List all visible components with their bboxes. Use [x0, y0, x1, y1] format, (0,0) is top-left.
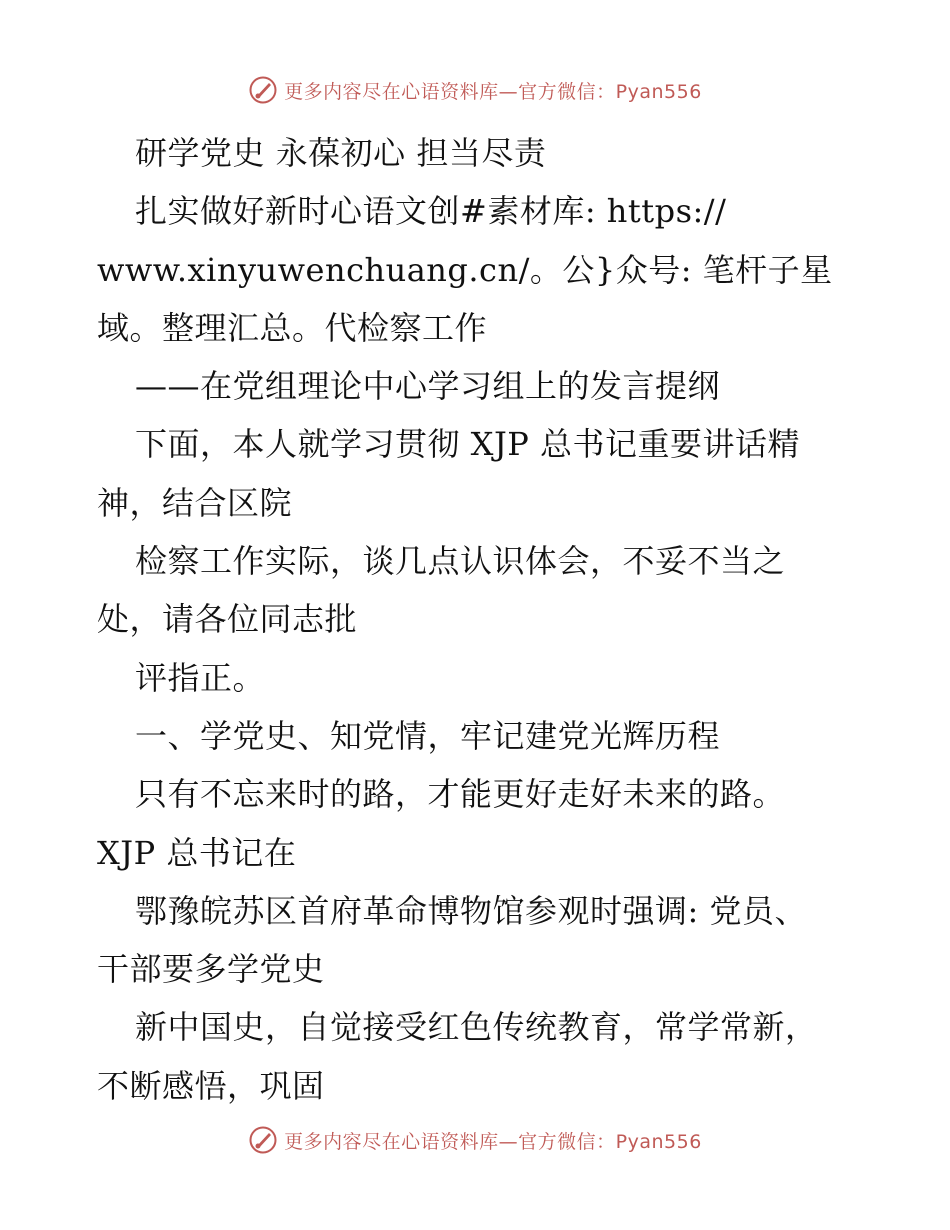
title-line: 研学党史 永葆初心 担当尽责 [135, 134, 547, 172]
header-banner [0, 70, 950, 110]
text-line: 神，结合区院 [97, 483, 293, 522]
text-line: www.xinyuwenchuang.cn/。公}众号: 笔杆子星 [97, 250, 833, 289]
header-banner-text: 更多内容尽在心语资料库—官方微信：Pyan556 [284, 80, 702, 103]
text-line: 干部要多学党史 [97, 950, 325, 989]
text-line: 评指正。 [135, 658, 266, 697]
text-line: 处，请各位同志批 [97, 600, 358, 639]
footer-banner [0, 1120, 950, 1160]
subtitle-line: ——在党组理论中心学习组上的发言提纲 [135, 367, 721, 406]
quill-seal-icon [248, 1125, 278, 1155]
footer-banner-text: 更多内容尽在心语资料库—官方微信：Pyan556 [284, 1130, 702, 1153]
text-line: 检察工作实际，谈几点认识体会，不妥不当之 [135, 542, 786, 581]
section-heading: 一、学党史、知党情，牢记建党光辉历程 [135, 716, 721, 755]
text-line: 下面，本人就学习贯彻 XJP 总书记重要讲话精 [135, 425, 800, 464]
quill-seal-icon [248, 75, 278, 105]
text-line: 新中国史，自觉接受红色传统教育，常学常新， [135, 1008, 818, 1047]
text-line: 扎实做好新时心语文创#素材库: https:// [135, 192, 727, 231]
text-line: 域。整理汇总。代检察工作 [97, 308, 488, 347]
text-line: 鄂豫皖苏区首府革命博物馆参观时强调: 党员、 [135, 891, 807, 930]
text-line: XJP 总书记在 [97, 833, 297, 872]
document-body [97, 124, 837, 1115]
text-line: 不断感悟，巩固 [97, 1066, 325, 1105]
text-line: 只有不忘来时的路，才能更好走好未来的路。 [135, 775, 786, 814]
